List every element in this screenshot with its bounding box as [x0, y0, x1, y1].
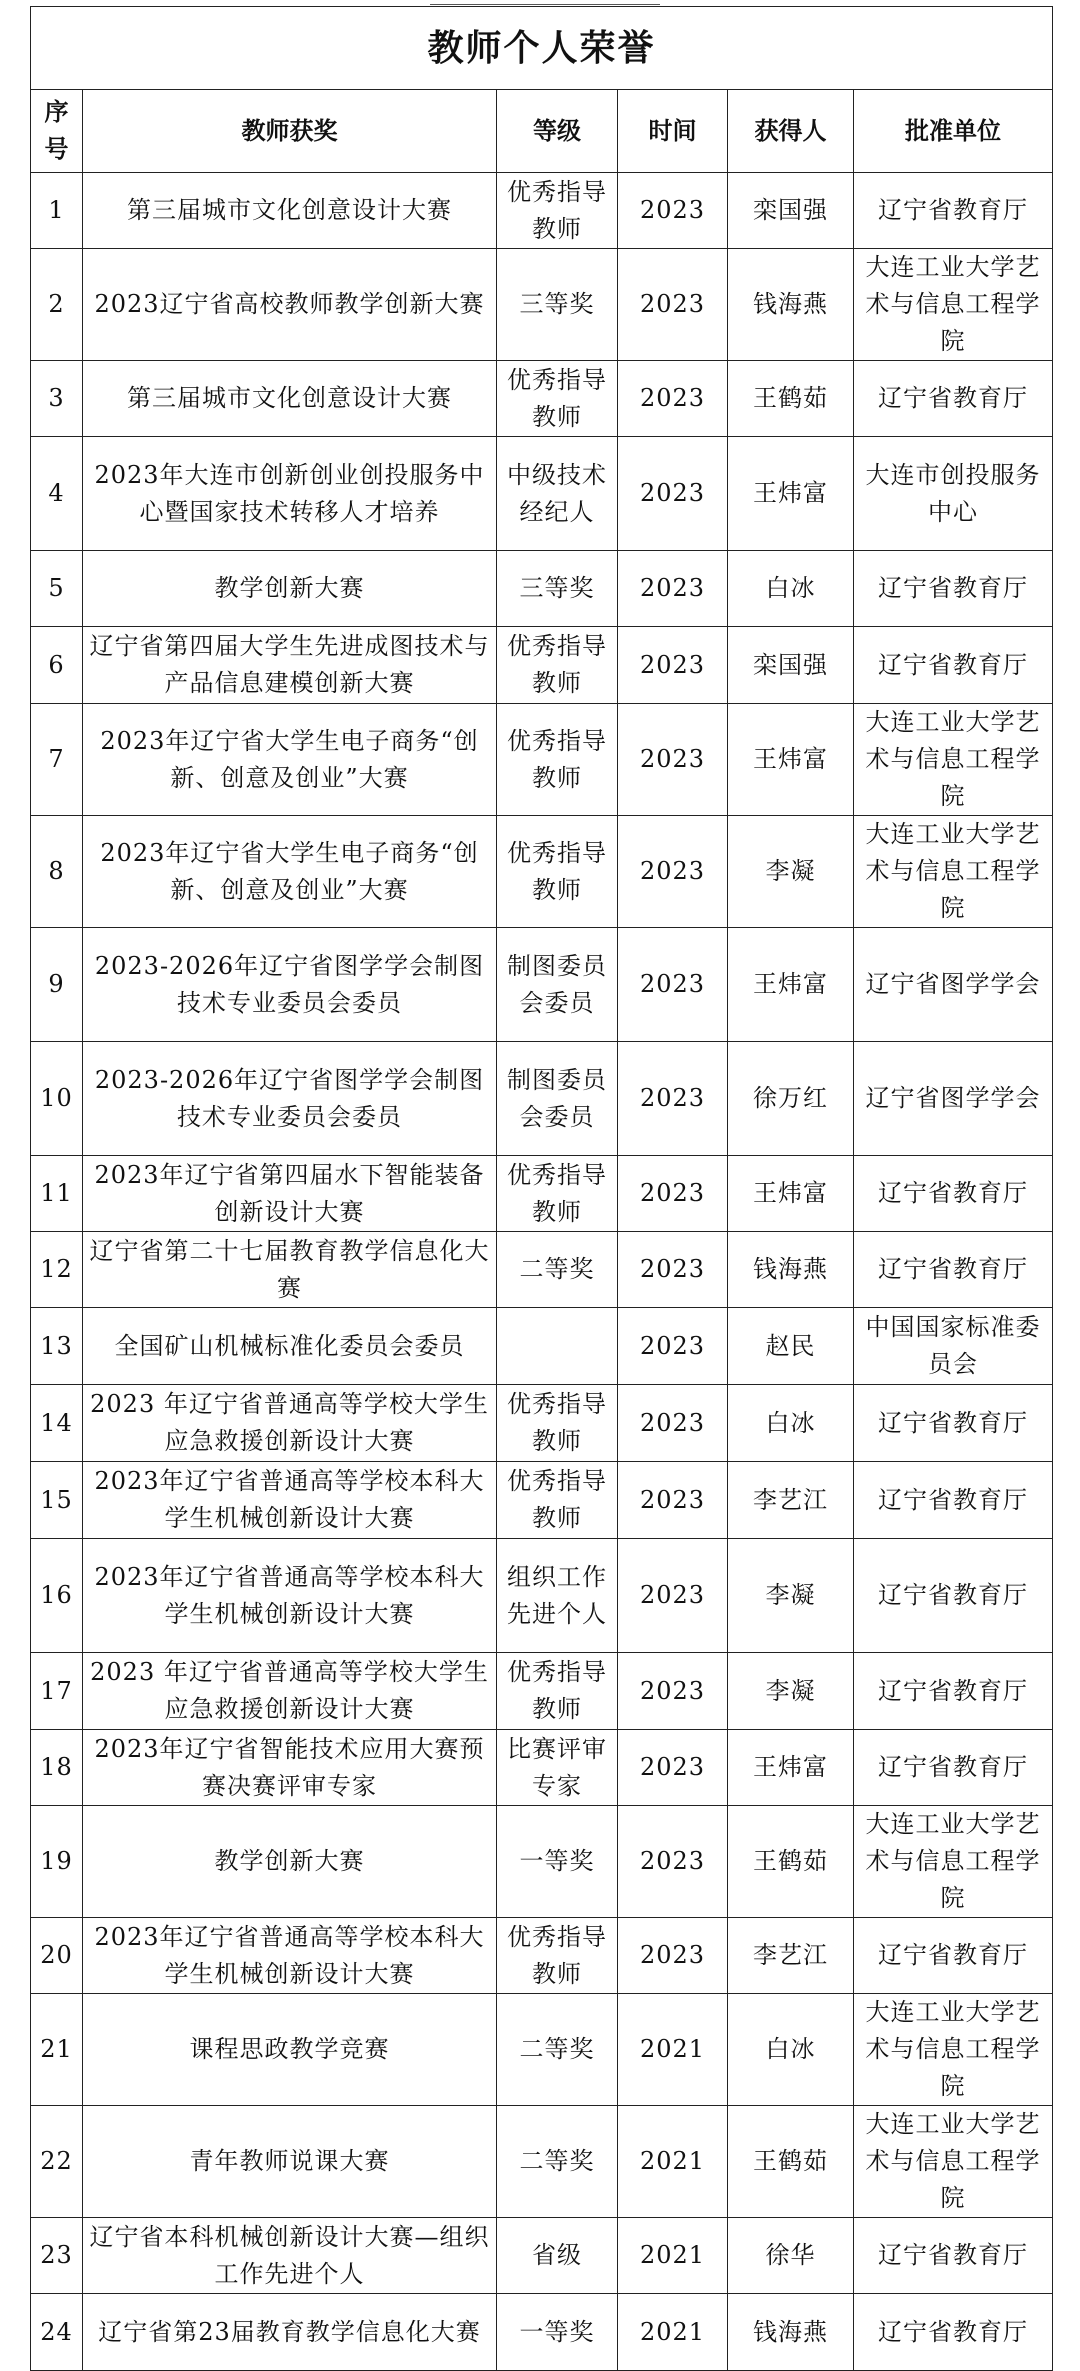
cell-level	[497, 1308, 618, 1385]
cell-time: 2023	[618, 1232, 728, 1308]
cell-award: 第三届城市文化创意设计大赛	[83, 361, 497, 437]
table-row	[31, 1462, 1053, 1539]
cell-level: 优秀指导教师	[497, 627, 618, 704]
cell-winner: 白冰	[728, 1994, 854, 2106]
cell-no: 2	[31, 249, 83, 361]
cell-unit: 大连市创投服务中心	[854, 437, 1053, 551]
cell-award: 2023年辽宁省大学生电子商务“创新、创意及创业”大赛	[83, 816, 497, 928]
cell-award: 辽宁省第四届大学生先进成图技术与产品信息建模创新大赛	[83, 627, 497, 704]
cell-winner: 钱海燕	[728, 1232, 854, 1308]
cell-no: 22	[31, 2106, 83, 2218]
cell-winner: 王炜富	[728, 928, 854, 1042]
cell-level: 比赛评审专家	[497, 1730, 618, 1806]
table-row	[31, 2106, 1053, 2218]
cell-time: 2023	[618, 1730, 728, 1806]
cell-time: 2023	[618, 1308, 728, 1385]
cell-unit: 大连工业大学艺术与信息工程学院	[854, 2106, 1053, 2218]
cell-time: 2023	[618, 551, 728, 627]
cell-unit: 辽宁省教育厅	[854, 1462, 1053, 1539]
cell-level: 组织工作先进个人	[497, 1539, 618, 1653]
cell-no: 17	[31, 1653, 83, 1730]
cell-winner: 王炜富	[728, 437, 854, 551]
table-row	[31, 928, 1053, 1042]
cell-time: 2023	[618, 1156, 728, 1232]
header-level: 等级	[497, 90, 618, 173]
cell-time: 2023	[618, 173, 728, 249]
cell-level: 优秀指导教师	[497, 1918, 618, 1994]
cell-level: 一等奖	[497, 1806, 618, 1918]
table-row	[31, 173, 1053, 249]
table-row	[31, 1539, 1053, 1653]
cell-winner: 王鹤茹	[728, 2106, 854, 2218]
cell-no: 7	[31, 704, 83, 816]
cell-award: 第三届城市文化创意设计大赛	[83, 173, 497, 249]
cell-winner: 王炜富	[728, 1730, 854, 1806]
header-no: 序号	[31, 90, 83, 173]
cell-no: 8	[31, 816, 83, 928]
header-unit: 批准单位	[854, 90, 1053, 173]
cell-award: 2023年辽宁省普通高等学校本科大学生机械创新设计大赛	[83, 1918, 497, 1994]
table-row	[31, 551, 1053, 627]
cell-award: 教学创新大赛	[83, 1806, 497, 1918]
header-winner: 获得人	[728, 90, 854, 173]
table-row	[31, 1653, 1053, 1730]
cell-level: 二等奖	[497, 1994, 618, 2106]
cell-winner: 王鹤茹	[728, 1806, 854, 1918]
cell-time: 2023	[618, 1653, 728, 1730]
header-time: 时间	[618, 90, 728, 173]
cell-award: 2023 年辽宁省普通高等学校大学生应急救援创新设计大赛	[83, 1653, 497, 1730]
cell-time: 2023	[618, 437, 728, 551]
cell-unit: 辽宁省教育厅	[854, 1232, 1053, 1308]
cell-award: 课程思政教学竞赛	[83, 1994, 497, 2106]
cell-unit: 大连工业大学艺术与信息工程学院	[854, 1994, 1053, 2106]
cell-unit: 大连工业大学艺术与信息工程学院	[854, 704, 1053, 816]
cell-no: 6	[31, 627, 83, 704]
cell-level: 优秀指导教师	[497, 1385, 618, 1462]
cell-award: 辽宁省本科机械创新设计大赛—组织工作先进个人	[83, 2218, 497, 2294]
cell-winner: 李凝	[728, 1653, 854, 1730]
cell-no: 14	[31, 1385, 83, 1462]
cell-award: 2023年辽宁省第四届水下智能装备创新设计大赛	[83, 1156, 497, 1232]
cell-winner: 徐华	[728, 2218, 854, 2294]
cell-award: 2023-2026年辽宁省图学学会制图技术专业委员会委员	[83, 1042, 497, 1156]
cell-winner: 栾国强	[728, 173, 854, 249]
cell-level: 优秀指导教师	[497, 173, 618, 249]
cell-award: 辽宁省第23届教育教学信息化大赛	[83, 2294, 497, 2371]
cell-level: 优秀指导教师	[497, 361, 618, 437]
cell-award: 2023年辽宁省普通高等学校本科大学生机械创新设计大赛	[83, 1539, 497, 1653]
table-row	[31, 1042, 1053, 1156]
cell-unit: 辽宁省教育厅	[854, 1385, 1053, 1462]
cell-level: 中级技术经纪人	[497, 437, 618, 551]
cell-unit: 辽宁省教育厅	[854, 173, 1053, 249]
cell-unit: 大连工业大学艺术与信息工程学院	[854, 249, 1053, 361]
cell-unit: 辽宁省教育厅	[854, 2218, 1053, 2294]
cell-no: 21	[31, 1994, 83, 2106]
cell-time: 2023	[618, 1385, 728, 1462]
table-row	[31, 361, 1053, 437]
teacher-honors-table	[30, 6, 1053, 2371]
table-row	[31, 437, 1053, 551]
cell-no: 10	[31, 1042, 83, 1156]
cell-award: 2023年辽宁省普通高等学校本科大学生机械创新设计大赛	[83, 1462, 497, 1539]
cell-no: 12	[31, 1232, 83, 1308]
table-row	[31, 627, 1053, 704]
cell-no: 11	[31, 1156, 83, 1232]
cell-no: 19	[31, 1806, 83, 1918]
cell-no: 13	[31, 1308, 83, 1385]
table-row	[31, 1730, 1053, 1806]
table-row	[31, 2294, 1053, 2371]
table-row	[31, 816, 1053, 928]
cell-unit: 辽宁省教育厅	[854, 1156, 1053, 1232]
cell-unit: 辽宁省教育厅	[854, 2294, 1053, 2371]
cell-unit: 大连工业大学艺术与信息工程学院	[854, 1806, 1053, 1918]
cell-time: 2023	[618, 627, 728, 704]
cell-level: 优秀指导教师	[497, 1653, 618, 1730]
cell-winner: 李艺江	[728, 1462, 854, 1539]
cell-unit: 辽宁省教育厅	[854, 551, 1053, 627]
table-row	[31, 1156, 1053, 1232]
title-row	[31, 7, 1053, 90]
cell-unit: 辽宁省图学学会	[854, 1042, 1053, 1156]
cell-no: 5	[31, 551, 83, 627]
cell-winner: 李凝	[728, 816, 854, 928]
cell-award: 2023年大连市创新创业创投服务中心暨国家技术转移人才培养	[83, 437, 497, 551]
cell-level: 优秀指导教师	[497, 1462, 618, 1539]
cell-level: 优秀指导教师	[497, 1156, 618, 1232]
cell-time: 2021	[618, 2294, 728, 2371]
cell-no: 16	[31, 1539, 83, 1653]
cell-unit: 辽宁省教育厅	[854, 627, 1053, 704]
cell-time: 2023	[618, 816, 728, 928]
table-row	[31, 1994, 1053, 2106]
cell-no: 15	[31, 1462, 83, 1539]
cell-award: 青年教师说课大赛	[83, 2106, 497, 2218]
cell-winner: 赵民	[728, 1308, 854, 1385]
cell-award: 全国矿山机械标准化委员会委员	[83, 1308, 497, 1385]
cell-winner: 王炜富	[728, 1156, 854, 1232]
cell-time: 2021	[618, 1994, 728, 2106]
cell-level: 优秀指导教师	[497, 704, 618, 816]
cell-time: 2023	[618, 249, 728, 361]
cell-level: 一等奖	[497, 2294, 618, 2371]
cell-no: 20	[31, 1918, 83, 1994]
table-row	[31, 1918, 1053, 1994]
table-row	[31, 704, 1053, 816]
cell-award: 2023辽宁省高校教师教学创新大赛	[83, 249, 497, 361]
cell-winner: 钱海燕	[728, 2294, 854, 2371]
cell-time: 2023	[618, 1462, 728, 1539]
cell-award: 辽宁省第二十七届教育教学信息化大赛	[83, 1232, 497, 1308]
cell-time: 2023	[618, 1918, 728, 1994]
cell-unit: 辽宁省教育厅	[854, 1918, 1053, 1994]
cell-winner: 李凝	[728, 1539, 854, 1653]
cell-level: 二等奖	[497, 2106, 618, 2218]
cell-level: 制图委员会委员	[497, 928, 618, 1042]
table-row	[31, 1232, 1053, 1308]
cell-unit: 辽宁省教育厅	[854, 1730, 1053, 1806]
cell-winner: 李艺江	[728, 1918, 854, 1994]
cell-award: 2023-2026年辽宁省图学学会制图技术专业委员会委员	[83, 928, 497, 1042]
cell-time: 2023	[618, 928, 728, 1042]
table-body	[31, 173, 1053, 2371]
table-row	[31, 1806, 1053, 1918]
cell-no: 9	[31, 928, 83, 1042]
cell-winner: 白冰	[728, 1385, 854, 1462]
cell-no: 24	[31, 2294, 83, 2371]
cell-award: 2023年辽宁省智能技术应用大赛预赛决赛评审专家	[83, 1730, 497, 1806]
cell-level: 省级	[497, 2218, 618, 2294]
cell-winner: 徐万红	[728, 1042, 854, 1156]
table-row	[31, 1385, 1053, 1462]
cell-winner: 钱海燕	[728, 249, 854, 361]
cell-level: 三等奖	[497, 551, 618, 627]
cell-unit: 辽宁省教育厅	[854, 361, 1053, 437]
cell-no: 3	[31, 361, 83, 437]
cell-award: 2023年辽宁省大学生电子商务“创新、创意及创业”大赛	[83, 704, 497, 816]
cell-time: 2021	[618, 2106, 728, 2218]
cell-time: 2023	[618, 1539, 728, 1653]
cell-winner: 王炜富	[728, 704, 854, 816]
cell-time: 2023	[618, 1806, 728, 1918]
cell-level: 优秀指导教师	[497, 816, 618, 928]
cell-time: 2023	[618, 704, 728, 816]
cell-no: 23	[31, 2218, 83, 2294]
table-row	[31, 249, 1053, 361]
cell-time: 2023	[618, 361, 728, 437]
cell-unit: 辽宁省图学学会	[854, 928, 1053, 1042]
table-row	[31, 1308, 1053, 1385]
cell-winner: 王鹤茹	[728, 361, 854, 437]
cell-unit: 辽宁省教育厅	[854, 1653, 1053, 1730]
table-row	[31, 2218, 1053, 2294]
cell-winner: 白冰	[728, 551, 854, 627]
cell-time: 2023	[618, 1042, 728, 1156]
header-award: 教师获奖	[83, 90, 497, 173]
cell-unit: 大连工业大学艺术与信息工程学院	[854, 816, 1053, 928]
cell-unit: 辽宁省教育厅	[854, 1539, 1053, 1653]
header-row	[31, 90, 1053, 173]
cell-no: 18	[31, 1730, 83, 1806]
cell-time: 2021	[618, 2218, 728, 2294]
cell-award: 2023 年辽宁省普通高等学校大学生应急救援创新设计大赛	[83, 1385, 497, 1462]
cell-no: 1	[31, 173, 83, 249]
cell-no: 4	[31, 437, 83, 551]
cell-winner: 栾国强	[728, 627, 854, 704]
cell-level: 三等奖	[497, 249, 618, 361]
cell-level: 二等奖	[497, 1232, 618, 1308]
cell-unit: 中国国家标准委员会	[854, 1308, 1053, 1385]
cell-level: 制图委员会委员	[497, 1042, 618, 1156]
cell-award: 教学创新大赛	[83, 551, 497, 627]
table-title: 教师个人荣誉	[31, 7, 1053, 90]
